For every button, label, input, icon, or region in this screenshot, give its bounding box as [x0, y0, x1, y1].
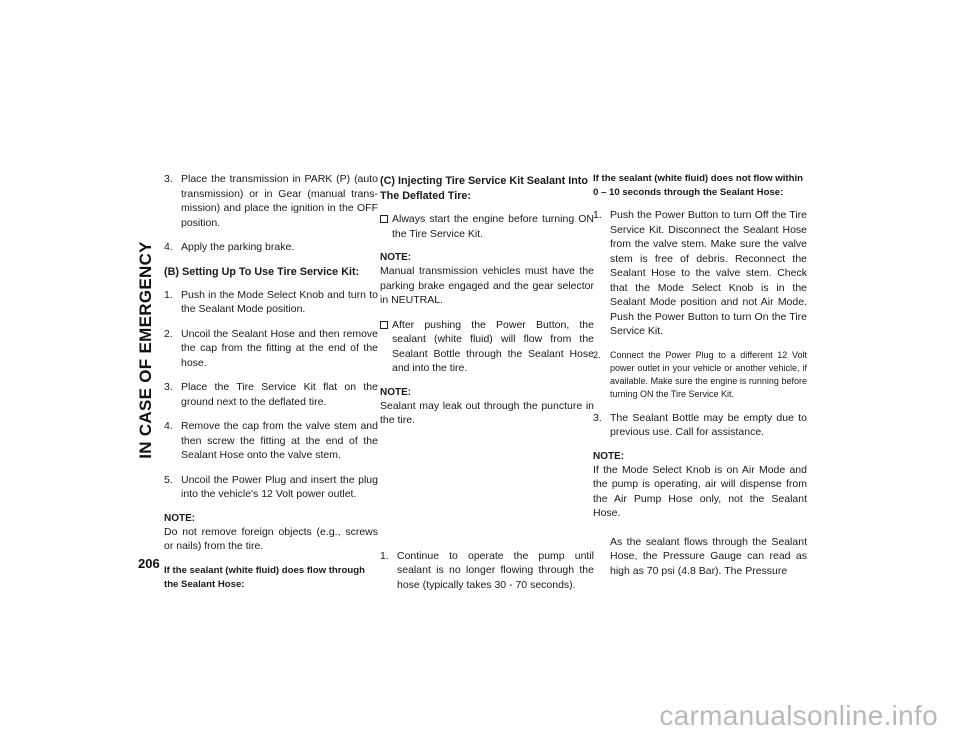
- item-text: Push in the Mode Select Knob and turn to the Sealant Mode position.: [181, 288, 378, 315]
- bullet-item: [380, 318, 594, 376]
- page-number: 206: [138, 556, 160, 571]
- subheading-sealant-flows: If the sealant (white fluid) does flow through the Sealant Hose:: [164, 564, 365, 590]
- item-text: Place the transmission in PARK (P) (auto transmission) or in Gear (manual trans- mission) and place the ignition in the OFF position.: [181, 173, 378, 229]
- list-item: [593, 349, 807, 401]
- bullet-text: Always start the engine before turning ON the Tire Service Kit.: [392, 213, 594, 240]
- continued-text: As the sealant flows through the Sealant Hose, the Pressure Gauge can read as high as 70 psi (4.8 Bar). The Pressure: [610, 535, 807, 577]
- item-text: Connect the Power Plug to a different 12 Volt power outlet in your vehicle or another vehicle, if available. Make sure the engine is running before turning ON the Tire Service Kit.: [610, 349, 807, 399]
- item-number: 2.: [593, 349, 601, 360]
- list-item: [164, 380, 378, 409]
- item-number: 4.: [164, 241, 173, 253]
- item-text: Continue to operate the pump until sealant is no longer flowing through the hose (typically takes 30 - 70 seconds).: [397, 549, 594, 591]
- item-number: 3.: [593, 411, 602, 424]
- list-item: [164, 172, 378, 230]
- bullet-item: [380, 212, 594, 241]
- column-2: [380, 172, 594, 602]
- list-item: [164, 288, 378, 317]
- item-text: Push the Power Button to turn Off the Tire Service Kit. Disconnect the Sealant Hose from the valve stem. Make sure the valve stem is free of debris. Reconnect the Sealant Hose to the valve stem. Check that the Mode Select Knob is in the Sealant Mode position and not Air Mode. Push the Power Button to turn On the Tire Service Kit.: [610, 209, 807, 337]
- item-number: 3.: [164, 173, 173, 185]
- list-item: [164, 240, 378, 255]
- item-text: Place the Tire Service Kit flat on the ground next to the deflated tire.: [181, 381, 378, 408]
- note-label: NOTE:: [164, 512, 196, 524]
- bullet-text: After pushing the Power Button, the sealant (white fluid) will flow from the Sealant Bottle through the Sealant Hose and into the tire.: [392, 318, 594, 374]
- checkbox-bullet-icon: [380, 321, 388, 329]
- item-number: 1.: [380, 549, 389, 562]
- note-text: Do not remove foreign objects (e.g., screws or nails) from the tire.: [164, 525, 378, 552]
- section-heading-b: (B) Setting Up To Use Tire Service Kit:: [164, 265, 360, 278]
- section-heading-c: (C) Injecting Tire Service Kit Sealant Into The Deflated Tire:: [380, 175, 588, 202]
- list-item: [593, 208, 807, 339]
- column-3: [593, 172, 807, 578]
- item-number: 5.: [164, 473, 173, 486]
- chapter-side-title: [136, 170, 156, 530]
- item-text: Remove the cap from the valve stem and then screw the fitting at the end of the Sealant Hose onto the valve stem.: [181, 420, 378, 461]
- checkbox-bullet-icon: [380, 215, 388, 223]
- list-item: [164, 473, 378, 502]
- item-text: Apply the parking brake.: [181, 241, 295, 253]
- item-number: 4.: [164, 420, 173, 432]
- list-item: [380, 549, 594, 593]
- subheading-sealant-no-flow: If the sealant (white fluid) does not flow within 0 – 10 seconds through the Sealant Hose:: [593, 173, 803, 198]
- note-label: NOTE:: [380, 386, 412, 398]
- chapter-title-text: IN CASE OF EMERGENCY: [136, 241, 155, 459]
- item-number: 3.: [164, 381, 173, 393]
- item-text: Uncoil the Power Plug and insert the plug into the vehicle's 12 Volt power outlet.: [181, 473, 378, 500]
- item-text: Uncoil the Sealant Hose and then remove the cap from the fitting at the end of the hose.: [181, 327, 378, 369]
- item-text: The Sealant Bottle may be empty due to previous use. Call for assistance.: [610, 411, 807, 438]
- item-number: 1.: [164, 288, 173, 301]
- watermark: carmanualsonline.info: [659, 700, 938, 731]
- note-label: NOTE:: [380, 252, 412, 263]
- note-text: Sealant may leak out through the puncture in the tire.: [380, 399, 594, 426]
- list-item: [593, 411, 807, 440]
- note-text: If the Mode Select Knob is on Air Mode and the pump is operating, air will dispense from the Air Pump Hose only, not the Sealant Hose.: [593, 463, 807, 519]
- list-item: [164, 419, 378, 463]
- item-number: 2.: [164, 327, 173, 340]
- column-1: [164, 172, 378, 600]
- note-label: NOTE:: [593, 450, 625, 462]
- item-number: 1.: [593, 209, 602, 221]
- note-text: Manual transmission vehicles must have the parking brake engaged and the gear selector in NEUTRAL.: [380, 265, 594, 306]
- list-item: [164, 327, 378, 371]
